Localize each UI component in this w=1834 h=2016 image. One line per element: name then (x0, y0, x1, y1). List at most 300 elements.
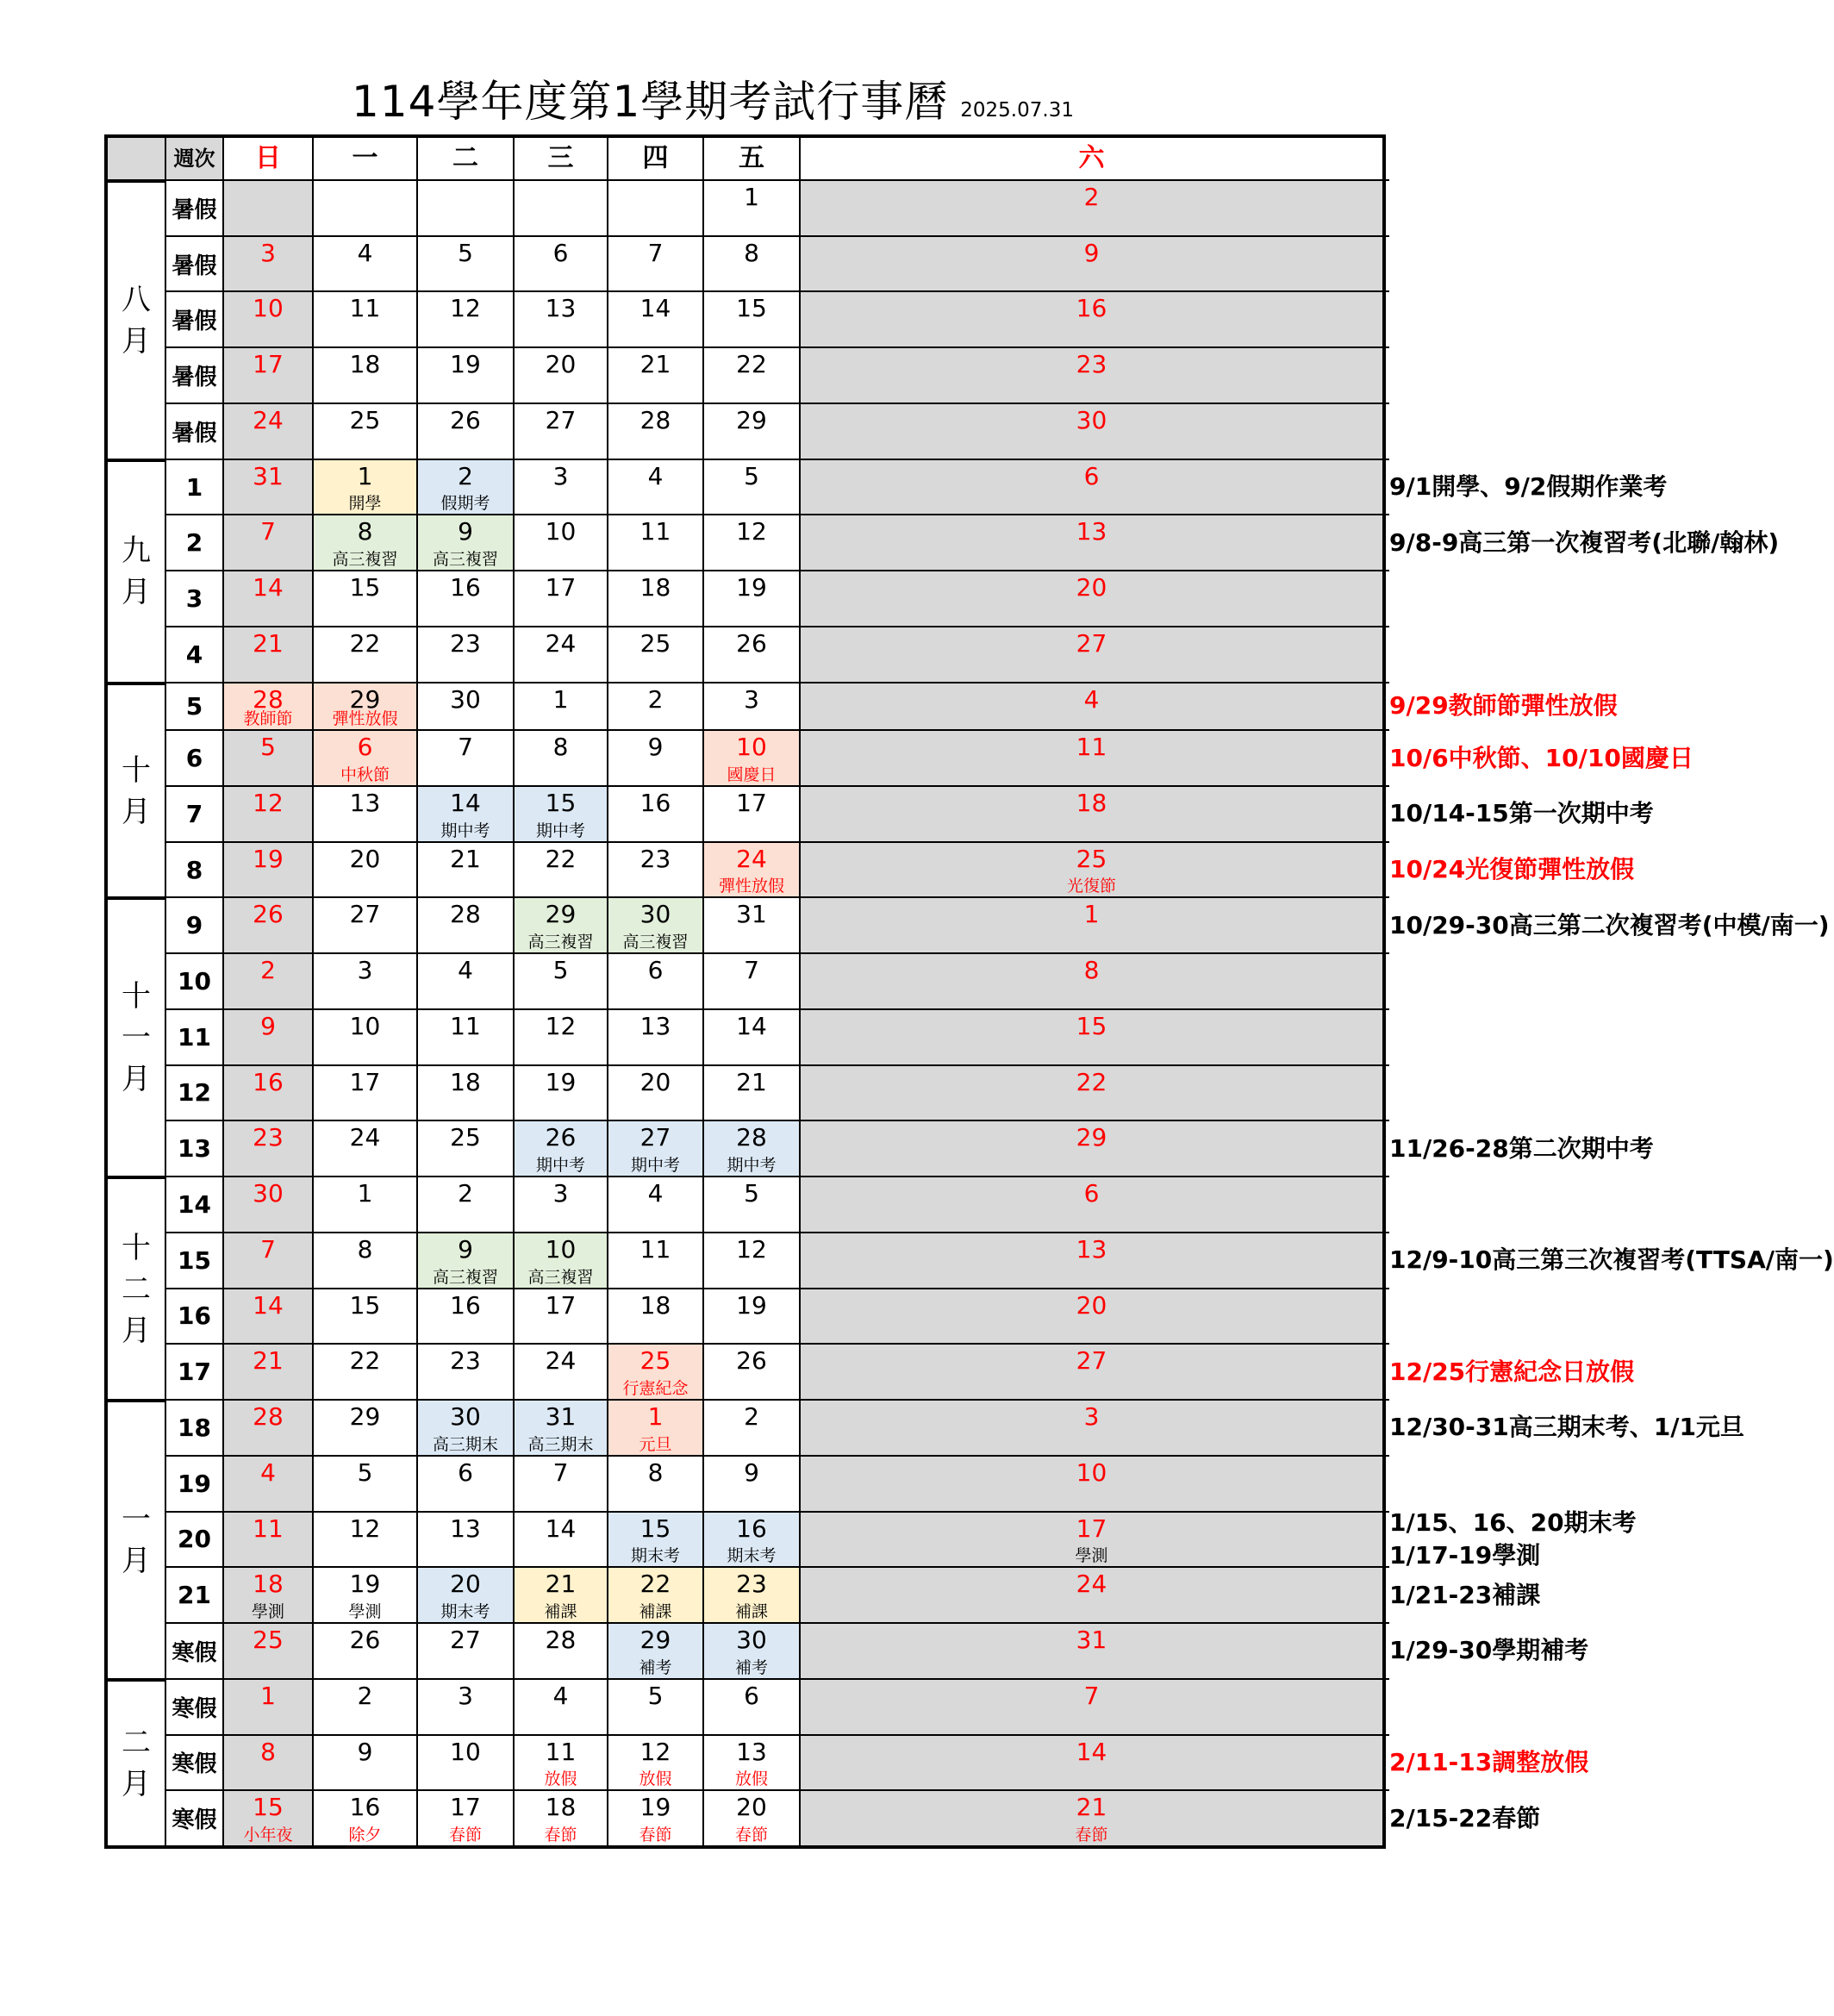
day-cell (607, 1511, 702, 1567)
day-number: 21 (450, 844, 481, 873)
day-number: 9 (458, 517, 473, 546)
month-char: 二 (122, 1271, 151, 1307)
day-number: 23 (639, 844, 671, 873)
day-cell (513, 626, 607, 682)
day-note: 學測 (348, 1602, 382, 1622)
week-number: 寒假 (165, 1734, 222, 1790)
day-cell (312, 1455, 416, 1511)
day-cell (416, 1288, 513, 1344)
day-note: 期中考 (630, 1156, 680, 1176)
day-cell (416, 682, 513, 729)
day-note: 期中考 (535, 821, 585, 840)
day-cell (607, 1622, 702, 1678)
day-number: 2 (744, 1402, 759, 1432)
day-number: 9 (458, 1234, 473, 1264)
header-day-0: 日 (222, 138, 312, 179)
day-number: 27 (639, 1123, 671, 1152)
month-char: 月 (122, 1313, 151, 1348)
day-number: 2 (260, 956, 276, 985)
day-cell (513, 1288, 607, 1344)
day-number: 23 (736, 1570, 767, 1599)
event-note: 1/29-30學期補考 (1382, 1622, 1389, 1678)
day-note: 期中考 (535, 1156, 585, 1176)
day-cell (513, 841, 607, 897)
day-number: 4 (357, 238, 373, 267)
month-label (108, 896, 165, 1176)
header-day-1: 一 (312, 138, 416, 179)
day-number: 29 (349, 684, 381, 714)
day-number: 8 (1083, 956, 1100, 985)
day-cell (799, 570, 1382, 626)
day-cell (222, 459, 312, 515)
header-events (1382, 138, 1384, 179)
day-cell (799, 1120, 1382, 1176)
day-number: 13 (349, 788, 381, 817)
week-number: 4 (165, 626, 222, 682)
day-cell (312, 1008, 416, 1064)
day-number: 19 (349, 1570, 381, 1599)
day-number: 8 (260, 1737, 276, 1766)
day-number: 16 (736, 1514, 767, 1543)
day-cell (799, 1176, 1382, 1232)
day-cell (312, 459, 416, 515)
day-cell (702, 626, 799, 682)
event-note: 10/29-30高三第二次複習考(中模/南一) (1382, 896, 1389, 952)
day-number: 24 (253, 405, 284, 434)
day-number: 4 (260, 1457, 276, 1487)
week-number: 10 (165, 952, 222, 1008)
month-char: 月 (122, 794, 151, 829)
day-cell (513, 1008, 607, 1064)
day-number: 18 (349, 350, 381, 379)
event-note: 12/30-31高三期末考、1/1元旦 (1382, 1399, 1389, 1455)
day-number: 24 (736, 844, 767, 873)
page-title (0, 67, 1425, 129)
day-number: 7 (260, 517, 276, 546)
day-cell (702, 1064, 799, 1120)
week-number: 暑假 (165, 235, 222, 291)
day-cell (222, 626, 312, 682)
day-cell (799, 290, 1382, 346)
day-note: 放假 (544, 1769, 577, 1789)
day-note: 春節 (639, 1825, 672, 1844)
day-number: 13 (545, 294, 577, 323)
day-cell (607, 896, 702, 952)
day-number: 21 (253, 628, 284, 658)
month-char: 一 (122, 1501, 151, 1537)
day-number: 29 (1076, 1123, 1107, 1152)
day-number: 31 (253, 461, 284, 490)
month-char: 月 (122, 323, 151, 359)
day-cell (513, 179, 607, 235)
day-number: 25 (639, 628, 671, 658)
day-cell (702, 1232, 799, 1288)
day-number: 14 (545, 1514, 577, 1543)
day-cell (416, 841, 513, 897)
day-note: 除夕 (348, 1825, 382, 1844)
day-cell (513, 1455, 607, 1511)
day-number: 25 (349, 405, 381, 434)
calendar-grid (104, 134, 1834, 1849)
day-note: 中秋節 (340, 765, 390, 784)
day-number: 3 (744, 684, 759, 714)
day-cell (607, 1734, 702, 1790)
day-number: 10 (1076, 1457, 1107, 1487)
day-cell (416, 1789, 513, 1845)
month-char: 二 (122, 1725, 151, 1760)
day-cell (607, 626, 702, 682)
day-note: 學測 (251, 1602, 284, 1622)
day-cell (222, 1399, 312, 1455)
month-char: 十 (122, 1230, 151, 1265)
day-cell (416, 626, 513, 682)
day-number: 3 (552, 461, 569, 490)
day-number: 11 (349, 294, 381, 323)
day-cell (222, 1455, 312, 1511)
day-number: 18 (1076, 788, 1107, 817)
day-cell (799, 1008, 1382, 1064)
day-number: 5 (357, 1457, 373, 1487)
day-cell (312, 1288, 416, 1344)
event-note (1382, 1455, 1389, 1511)
month-char: 一 (122, 1020, 151, 1056)
day-number: 17 (253, 350, 284, 379)
day-cell (312, 1343, 416, 1399)
event-note (1382, 235, 1389, 291)
day-number: 13 (450, 1514, 481, 1543)
day-cell (799, 1343, 1382, 1399)
day-cell (607, 1120, 702, 1176)
day-number: 19 (450, 350, 481, 379)
day-cell (513, 1511, 607, 1567)
day-number: 20 (545, 350, 577, 379)
day-number: 7 (744, 956, 759, 985)
day-number: 6 (1083, 1179, 1100, 1208)
day-number: 5 (552, 956, 569, 985)
day-number: 28 (450, 900, 481, 929)
day-cell (702, 896, 799, 952)
day-number: 21 (1076, 1793, 1107, 1822)
day-number: 29 (349, 1402, 381, 1432)
day-number: 14 (736, 1011, 767, 1040)
day-note: 期中考 (440, 821, 490, 840)
day-cell (222, 1566, 312, 1622)
week-number: 寒假 (165, 1678, 222, 1734)
day-number: 24 (545, 628, 577, 658)
day-cell (222, 179, 312, 235)
week-number: 18 (165, 1399, 222, 1455)
day-number: 24 (349, 1123, 381, 1152)
day-number: 17 (349, 1067, 381, 1096)
day-number: 23 (1076, 350, 1107, 379)
day-number: 10 (545, 517, 577, 546)
day-cell (312, 1678, 416, 1734)
day-cell (702, 1622, 799, 1678)
day-number: 29 (545, 900, 577, 929)
event-note (1382, 179, 1389, 235)
day-number: 25 (1076, 844, 1107, 873)
day-cell (702, 459, 799, 515)
day-cell (607, 1232, 702, 1288)
day-number: 15 (349, 1290, 381, 1320)
month-char: 九 (122, 534, 151, 569)
day-note: 高三複習 (332, 550, 398, 570)
day-cell (312, 1789, 416, 1845)
day-number: 20 (349, 844, 381, 873)
day-number: 6 (552, 238, 569, 267)
day-cell (513, 1176, 607, 1232)
day-number: 9 (744, 1457, 759, 1487)
event-note: 10/6中秋節、10/10國慶日 (1382, 729, 1389, 785)
day-cell (702, 1176, 799, 1232)
day-number: 27 (1076, 628, 1107, 658)
day-number: 13 (1076, 1234, 1107, 1264)
month-label (108, 459, 165, 682)
day-number: 4 (647, 461, 664, 490)
day-number: 1 (357, 1179, 373, 1208)
day-number: 15 (639, 1514, 671, 1543)
day-cell (222, 1789, 312, 1845)
day-cell (416, 403, 513, 459)
day-number: 17 (545, 573, 577, 602)
day-number: 15 (1076, 1011, 1107, 1040)
day-cell (312, 346, 416, 403)
day-number: 27 (1076, 1346, 1107, 1376)
day-note: 高三期末 (527, 1434, 594, 1454)
day-note: 期末考 (440, 1602, 490, 1622)
month-label (108, 1399, 165, 1678)
day-number: 4 (552, 1681, 569, 1710)
day-cell (312, 235, 416, 291)
day-cell (513, 1622, 607, 1678)
day-cell (222, 346, 312, 403)
day-cell (222, 1511, 312, 1567)
day-number: 20 (450, 1570, 481, 1599)
day-cell (799, 1789, 1382, 1845)
day-cell (416, 1064, 513, 1120)
day-cell (416, 952, 513, 1008)
day-cell (799, 1678, 1382, 1734)
day-cell (607, 1176, 702, 1232)
day-number: 19 (545, 1067, 577, 1096)
week-number: 7 (165, 785, 222, 841)
event-note (1382, 290, 1389, 346)
day-number: 19 (736, 1290, 767, 1320)
day-cell (416, 290, 513, 346)
day-cell (702, 841, 799, 897)
day-number: 10 (736, 733, 767, 762)
day-cell (222, 514, 312, 570)
day-number: 30 (736, 1626, 767, 1655)
day-number: 30 (450, 684, 481, 714)
day-cell (312, 682, 416, 729)
day-number: 26 (450, 405, 481, 434)
day-cell (416, 514, 513, 570)
day-cell (702, 1008, 799, 1064)
week-number: 5 (165, 682, 222, 729)
day-cell (513, 1399, 607, 1455)
day-cell (513, 1566, 607, 1622)
day-note: 補課 (639, 1602, 672, 1622)
event-note: 2/15-22春節 (1382, 1789, 1389, 1845)
day-cell (416, 1176, 513, 1232)
month-label (108, 179, 165, 459)
day-cell (222, 235, 312, 291)
day-cell (607, 1566, 702, 1622)
day-cell (799, 785, 1382, 841)
day-cell (799, 952, 1382, 1008)
day-number: 20 (1076, 1290, 1107, 1320)
day-cell (222, 1232, 312, 1288)
day-cell (416, 1622, 513, 1678)
day-note: 彈性放假 (332, 709, 398, 729)
day-number: 2 (458, 1179, 473, 1208)
day-cell (702, 1678, 799, 1734)
day-number: 15 (545, 788, 577, 817)
day-number: 5 (647, 1681, 664, 1710)
day-note: 補課 (734, 1602, 768, 1622)
day-number: 20 (639, 1067, 671, 1096)
title-date: 2025.07.31 (960, 99, 1074, 122)
day-cell (416, 1678, 513, 1734)
day-cell (312, 570, 416, 626)
day-note: 學測 (1075, 1546, 1108, 1566)
day-number: 16 (1076, 294, 1107, 323)
day-number: 6 (357, 733, 373, 762)
day-number: 23 (450, 1346, 481, 1376)
day-cell (513, 1678, 607, 1734)
day-number: 5 (744, 1179, 759, 1208)
day-number: 14 (1076, 1737, 1107, 1766)
day-cell (702, 346, 799, 403)
day-cell (607, 1343, 702, 1399)
event-note: 1/21-23補課 (1382, 1566, 1389, 1622)
day-cell (607, 570, 702, 626)
day-number: 16 (349, 1793, 381, 1822)
day-cell (513, 1232, 607, 1288)
day-number: 29 (639, 1626, 671, 1655)
day-number: 9 (647, 733, 664, 762)
day-number: 1 (260, 1681, 276, 1710)
day-cell (312, 1399, 416, 1455)
day-cell (607, 785, 702, 841)
day-number: 30 (450, 1402, 481, 1432)
day-number: 9 (260, 1011, 276, 1040)
day-number: 6 (647, 956, 664, 985)
day-number: 1 (357, 461, 373, 490)
day-number: 4 (1083, 684, 1100, 714)
day-cell (799, 729, 1382, 785)
day-cell (513, 459, 607, 515)
event-note: 12/25行憲紀念日放假 (1382, 1343, 1389, 1399)
day-note: 小年夜 (243, 1825, 293, 1844)
day-number: 27 (450, 1626, 481, 1655)
week-number: 寒假 (165, 1789, 222, 1845)
day-cell (222, 570, 312, 626)
day-cell (312, 1511, 416, 1567)
event-note: 9/1開學、9/2假期作業考 (1382, 459, 1389, 515)
day-cell (513, 1734, 607, 1790)
day-number: 1 (647, 1402, 664, 1432)
week-number: 20 (165, 1511, 222, 1567)
day-number: 15 (253, 1793, 284, 1822)
day-cell (222, 403, 312, 459)
day-number: 21 (639, 350, 671, 379)
day-cell (607, 1789, 702, 1845)
day-number: 8 (744, 238, 759, 267)
day-cell (702, 1511, 799, 1567)
day-number: 2 (647, 684, 664, 714)
day-note: 開學 (348, 494, 382, 514)
week-number: 暑假 (165, 346, 222, 403)
day-cell (702, 1734, 799, 1790)
day-note: 教師節 (243, 709, 293, 729)
day-number: 18 (639, 573, 671, 602)
day-cell (222, 785, 312, 841)
day-number: 23 (253, 1123, 284, 1152)
day-number: 18 (545, 1793, 577, 1822)
day-cell (607, 1399, 702, 1455)
day-number: 10 (545, 1234, 577, 1264)
week-number: 6 (165, 729, 222, 785)
day-note: 光復節 (1066, 877, 1116, 896)
day-number: 25 (639, 1346, 671, 1376)
day-note: 補課 (544, 1602, 577, 1622)
day-cell (799, 896, 1382, 952)
event-note: 10/24光復節彈性放假 (1382, 841, 1389, 897)
day-cell (702, 514, 799, 570)
day-number: 22 (545, 844, 577, 873)
header-day-4: 四 (607, 138, 702, 179)
day-cell (222, 1064, 312, 1120)
day-number: 4 (458, 956, 473, 985)
event-note: 9/29教師節彈性放假 (1382, 682, 1389, 729)
day-cell (702, 235, 799, 291)
month-char: 月 (122, 1062, 151, 1097)
day-note: 高三複習 (432, 550, 498, 570)
day-number: 5 (260, 733, 276, 762)
event-note (1382, 1008, 1389, 1064)
day-cell (702, 682, 799, 729)
month-char: 十 (122, 752, 151, 788)
day-cell (312, 841, 416, 897)
day-cell (702, 729, 799, 785)
day-number: 11 (639, 1234, 671, 1264)
day-number: 12 (736, 1234, 767, 1264)
day-cell (312, 952, 416, 1008)
day-cell (799, 841, 1382, 897)
event-note (1382, 403, 1389, 459)
month-label (108, 1678, 165, 1845)
day-number: 12 (639, 1737, 671, 1766)
day-cell (513, 1120, 607, 1176)
day-cell (312, 896, 416, 952)
day-cell (222, 1288, 312, 1344)
event-note (1382, 1678, 1389, 1734)
day-cell (416, 1399, 513, 1455)
day-number: 11 (450, 1011, 481, 1040)
day-cell (607, 1288, 702, 1344)
month-char: 月 (122, 1766, 151, 1801)
day-cell (312, 179, 416, 235)
day-number: 14 (639, 294, 671, 323)
day-cell (312, 514, 416, 570)
day-note: 期末考 (630, 1546, 680, 1566)
day-number: 2 (1083, 183, 1100, 211)
header-day-2: 二 (416, 138, 513, 179)
day-cell (513, 1064, 607, 1120)
event-note (1382, 626, 1389, 682)
